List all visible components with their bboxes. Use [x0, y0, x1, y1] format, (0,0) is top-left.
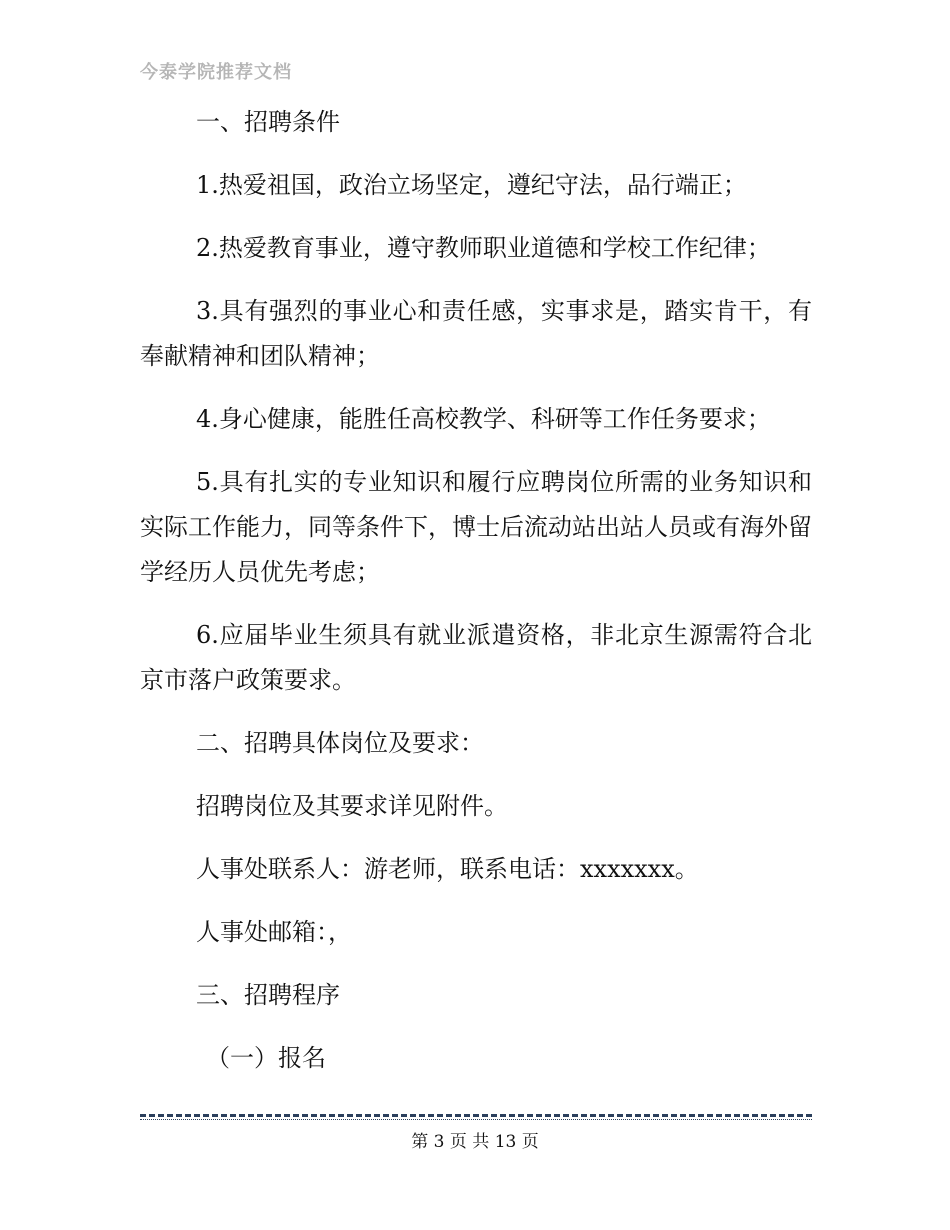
- condition-item-5: 5.具有扎实的专业知识和履行应聘岗位所需的业务知识和实际工作能力，同等条件下，博士后流动站出站人员或有海外留学经历人员优先考虑；: [140, 468, 812, 586]
- footer-divider: [140, 1114, 812, 1117]
- section-heading-conditions: 一、招聘条件: [196, 108, 340, 136]
- document-body: [140, 100, 812, 1099]
- condition-item-6: 6.应届毕业生须具有就业派遣资格，非北京生源需符合北京市落户政策要求。: [140, 621, 812, 694]
- condition-item-3: 3.具有强烈的事业心和责任感，实事求是，踏实肯干，有奉献精神和团队精神；: [140, 297, 812, 370]
- subsection-heading-registration: （一）报名: [206, 1044, 326, 1072]
- condition-item-4: 4.身心健康，能胜任高校教学、科研等工作任务要求；: [196, 405, 771, 433]
- condition-item-1: 1.热爱祖国，政治立场坚定，遵纪守法，品行端正；: [196, 171, 747, 199]
- section-heading-procedure: 三、招聘程序: [196, 981, 340, 1009]
- page-number: 第 3 页 共 13 页: [411, 1132, 539, 1152]
- condition-item-2: 2.热爱教育事业，遵守教师职业道德和学校工作纪律；: [196, 234, 771, 262]
- section-heading-positions: 二、招聘具体岗位及要求：: [196, 729, 484, 757]
- header-watermark: 今泰学院推荐文档: [140, 62, 292, 83]
- contact-email: 人事处邮箱：，: [196, 918, 352, 946]
- contact-person: 人事处联系人：游老师，联系电话：xxxxxxx。: [196, 855, 699, 883]
- positions-note: 招聘岗位及其要求详见附件。: [196, 792, 508, 820]
